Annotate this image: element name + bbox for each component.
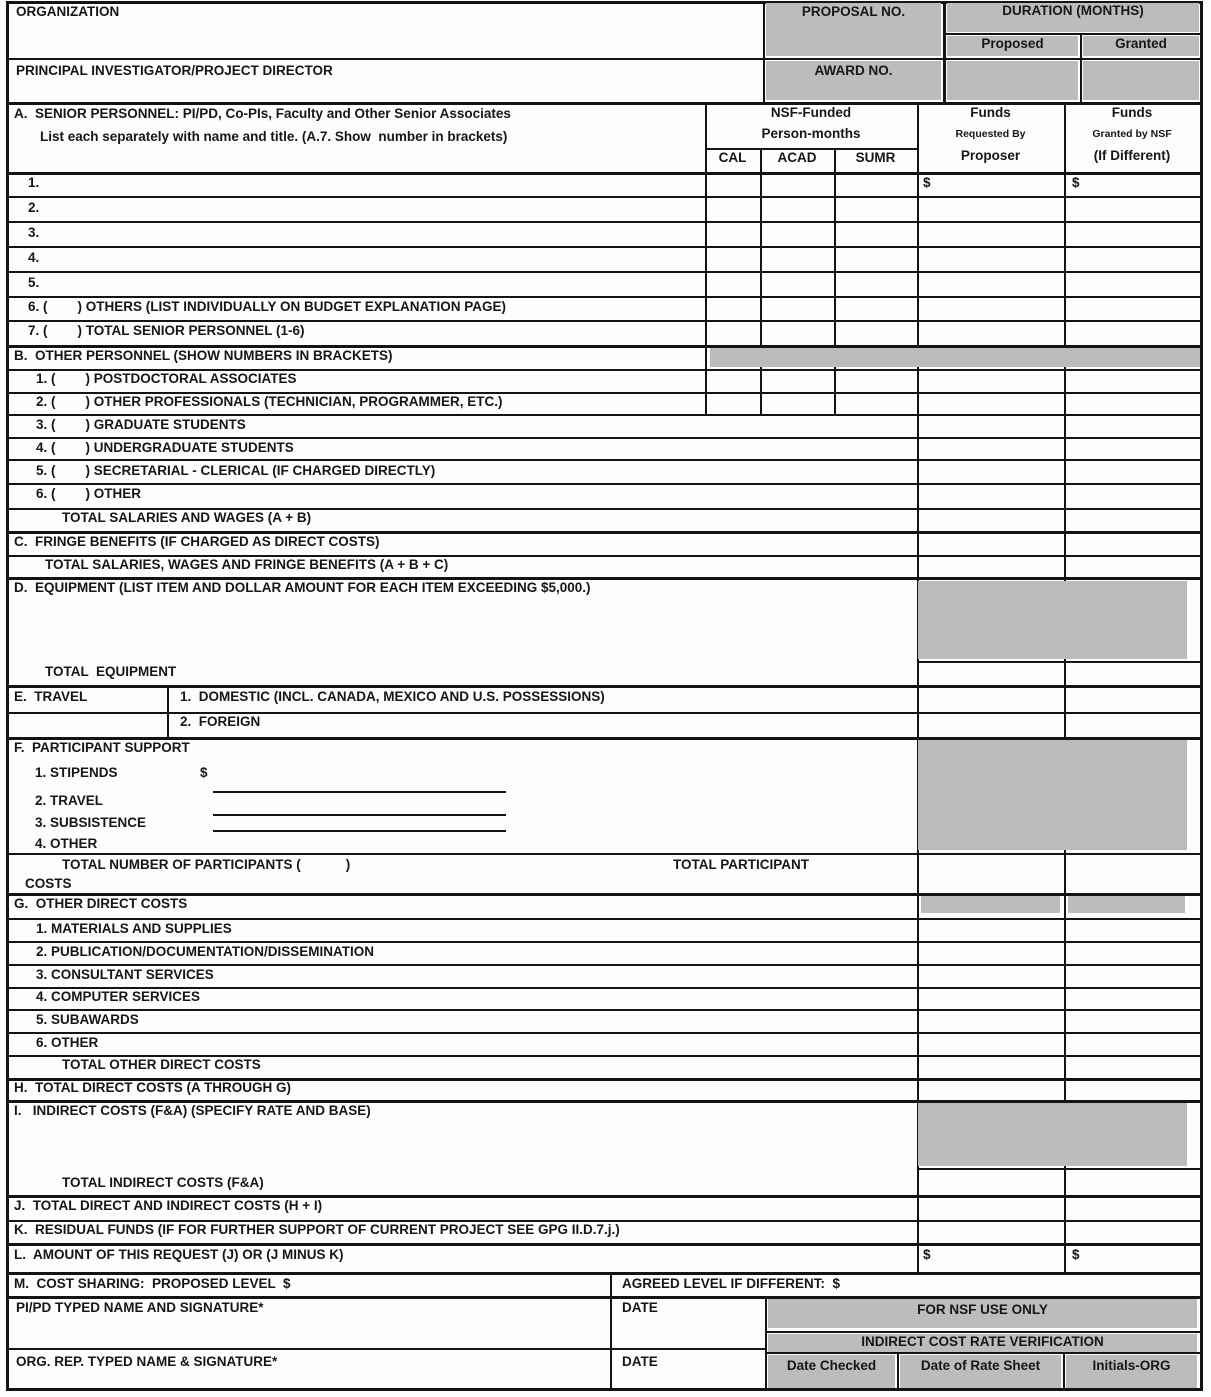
- grid-line: [760, 148, 762, 414]
- col-funds-granted-label: Funds: [1111, 105, 1153, 120]
- section-b-row-label: 1. ( ) POSTDOCTORAL ASSOCIATES: [36, 371, 297, 386]
- col-cal-label: CAL: [718, 150, 747, 165]
- section-c-title: C. FRINGE BENEFITS (IF CHARGED AS DIRECT COSTS): [14, 534, 380, 549]
- section-g-row-label: 2. PUBLICATION/DOCUMENTATION/DISSEMINATION: [36, 944, 374, 959]
- col-proposer-label: Proposer: [960, 148, 1021, 163]
- award-no-label: AWARD NO.: [814, 63, 893, 78]
- section-i-total-label: TOTAL INDIRECT COSTS (F&A): [62, 1175, 264, 1190]
- section-m-agreed-label: AGREED LEVEL IF DIFFERENT: $: [622, 1276, 841, 1291]
- col-granted-by-nsf-label: Granted by NSF: [1092, 128, 1172, 140]
- section-m-title: M. COST SHARING: PROPOSED LEVEL $: [14, 1276, 291, 1291]
- section-f-total-participant-label: TOTAL PARTICIPANT: [673, 857, 809, 872]
- grid-line: [6, 1243, 1203, 1246]
- grid-line: [6, 1388, 1203, 1391]
- dollar-sign: $: [1072, 175, 1080, 190]
- section-b-row-label: 5. ( ) SECRETARIAL - CLERICAL (IF CHARGED DIRECTLY): [36, 463, 436, 478]
- date-checked-label: Date Checked: [786, 1358, 877, 1373]
- grid-line: [1063, 1352, 1065, 1390]
- grid-line: [6, 437, 1203, 439]
- section-k-title: K. RESIDUAL FUNDS (IF FOR FURTHER SUPPORT OF CURRENT PROJECT SEE GPG II.D.7.j.): [14, 1222, 620, 1237]
- section-e-title: E. TRAVEL: [14, 689, 88, 704]
- section-f-shaded-block: [918, 740, 1187, 850]
- grid-line: [6, 196, 1203, 198]
- section-b-total-label: TOTAL SALARIES AND WAGES (A + B): [62, 510, 312, 525]
- dollar-sign: $: [200, 765, 208, 780]
- icrv-label: INDIRECT COST RATE VERIFICATION: [861, 1334, 1104, 1349]
- grid-line: [917, 661, 1203, 663]
- section-b-row-label: 3. ( ) GRADUATE STUDENTS: [36, 417, 246, 432]
- proposal-no-label: PROPOSAL NO.: [801, 4, 906, 19]
- section-f-row-label: 2. TRAVEL: [35, 793, 104, 808]
- col-person-months-label: Person-months: [761, 126, 861, 141]
- section-b-row-label: 2. ( ) OTHER PROFESSIONALS (TECHNICIAN, PROGRAMMER, ETC.): [36, 394, 503, 409]
- fill-in-line: [213, 814, 506, 816]
- col-nsf-funded-label: NSF-Funded: [770, 105, 852, 120]
- pi-signature-label: PI/PD TYPED NAME AND SIGNATURE*: [16, 1300, 264, 1315]
- section-a-row-label: 1.: [28, 175, 40, 190]
- grid-line: [6, 102, 1203, 105]
- award-granted-shaded-cell: [1083, 61, 1199, 100]
- nsf-use-only-label: FOR NSF USE ONLY: [917, 1302, 1048, 1317]
- dollar-sign: $: [923, 1247, 931, 1262]
- grid-line: [6, 853, 1203, 855]
- grid-line: [6, 1032, 1203, 1034]
- grid-line: [6, 459, 1203, 461]
- duration-label: DURATION (MONTHS): [1002, 3, 1144, 18]
- grid-line: [917, 102, 919, 1272]
- section-f-total-label: TOTAL NUMBER OF PARTICIPANTS ( ): [62, 857, 351, 872]
- grid-line: [6, 483, 1203, 485]
- section-a-row-label: 7. ( ) TOTAL SENIOR PERSONNEL (1-6): [28, 323, 305, 338]
- section-a-row-label: 6. ( ) OTHERS (LIST INDIVIDUALLY ON BUDGET EXPLANATION PAGE): [28, 299, 507, 314]
- col-if-different-label: (If Different): [1093, 148, 1171, 163]
- grid-line: [765, 1352, 1203, 1354]
- grid-line: [6, 271, 1203, 273]
- grid-line: [6, 221, 1203, 223]
- pi-date-label: DATE: [622, 1300, 658, 1315]
- section-g-row-label: 3. CONSULTANT SERVICES: [36, 967, 214, 982]
- grid-line: [6, 296, 1203, 298]
- section-h-title: H. TOTAL DIRECT COSTS (A THROUGH G): [14, 1080, 291, 1095]
- section-a-subtitle: List each separately with name and title. (A.7. Show number in brackets): [40, 129, 508, 144]
- dollar-sign: $: [923, 175, 931, 190]
- section-d-shaded-block: [918, 581, 1187, 659]
- section-g-shaded-cell-granted: [1068, 896, 1185, 913]
- section-d-total-label: TOTAL EQUIPMENT: [45, 664, 177, 679]
- section-a-row-label: 2.: [28, 200, 40, 215]
- section-g-total-label: TOTAL OTHER DIRECT COSTS: [62, 1057, 261, 1072]
- section-d-title: D. EQUIPMENT (LIST ITEM AND DOLLAR AMOUNT FOR EACH ITEM EXCEEDING $5,000.): [14, 580, 591, 595]
- section-g-title: G. OTHER DIRECT COSTS: [14, 896, 188, 911]
- grid-line: [6, 414, 1203, 416]
- grid-line: [610, 1272, 612, 1390]
- grid-line: [6, 1, 9, 1391]
- grid-line: [944, 33, 1203, 35]
- initials-org-label: Initials-ORG: [1092, 1358, 1171, 1373]
- section-g-shaded-cell-requested: [921, 896, 1060, 913]
- grid-line: [765, 1296, 767, 1390]
- grid-line: [167, 687, 169, 737]
- section-i-title: I. INDIRECT COSTS (F&A) (SPECIFY RATE AND BASE): [14, 1103, 371, 1118]
- col-acad-label: ACAD: [777, 150, 817, 165]
- org-rep-date-label: DATE: [622, 1354, 658, 1369]
- section-b-row-label: 4. ( ) UNDERGRADUATE STUDENTS: [36, 440, 294, 455]
- grid-line: [6, 1348, 767, 1350]
- section-c-total-label: TOTAL SALARIES, WAGES AND FRINGE BENEFITS (A + B + C): [45, 557, 449, 572]
- section-f-row-label: 3. SUBSISTENCE: [35, 815, 147, 830]
- section-f-row-label: 1. STIPENDS: [35, 765, 118, 780]
- section-a-row-label: 4.: [28, 250, 40, 265]
- section-b-row-label: 6. ( ) OTHER: [36, 486, 142, 501]
- grid-line: [1200, 1, 1203, 1391]
- section-g-row-label: 1. MATERIALS AND SUPPLIES: [36, 921, 232, 936]
- org-rep-signature-label: ORG. REP. TYPED NAME & SIGNATURE*: [16, 1354, 278, 1369]
- section-b-title: B. OTHER PERSONNEL (SHOW NUMBERS IN BRACKETS): [14, 348, 393, 363]
- date-of-rate-sheet-label: Date of Rate Sheet: [920, 1358, 1041, 1373]
- section-g-row-label: 5. SUBAWARDS: [36, 1012, 139, 1027]
- section-a-title: A. SENIOR PERSONNEL: PI/PD, Co-PIs, Faculty and Other Senior Associates: [14, 106, 511, 121]
- grid-line: [6, 320, 1203, 322]
- section-g-row-label: 4. COMPUTER SERVICES: [36, 989, 201, 1004]
- fill-in-line: [213, 830, 506, 832]
- grid-line: [6, 1272, 1203, 1275]
- fill-in-line: [213, 791, 506, 793]
- section-l-title: L. AMOUNT OF THIS REQUEST (J) OR (J MINUS K): [14, 1247, 344, 1262]
- section-j-title: J. TOTAL DIRECT AND INDIRECT COSTS (H + I): [14, 1198, 323, 1213]
- col-funds-requested-label: Funds: [970, 105, 1011, 120]
- grid-line: [943, 1, 946, 102]
- proposed-label: Proposed: [981, 36, 1044, 51]
- section-f-costs-label: COSTS: [25, 876, 72, 891]
- grid-line: [6, 1009, 1203, 1011]
- grid-line: [763, 1, 765, 102]
- grid-line: [917, 1168, 1203, 1170]
- grid-line: [897, 1352, 899, 1390]
- section-a-row-label: 5.: [28, 275, 40, 290]
- col-sumr-label: SUMR: [855, 150, 896, 165]
- organization-label: ORGANIZATION: [16, 4, 120, 19]
- section-a-row-label: 3.: [28, 225, 40, 240]
- col-funds-requested-by-label: Requested By: [955, 128, 1026, 140]
- grid-line: [6, 172, 1203, 175]
- grid-line: [6, 58, 1203, 60]
- section-f-title: F. PARTICIPANT SUPPORT: [14, 740, 190, 755]
- grid-line: [6, 918, 1203, 920]
- grid-line: [1080, 33, 1082, 102]
- grid-line: [834, 148, 836, 414]
- grid-line: [705, 102, 707, 414]
- grid-line: [765, 1331, 1203, 1333]
- grid-line: [6, 685, 1203, 688]
- grid-line: [6, 941, 1203, 943]
- award-proposed-shaded-cell: [947, 61, 1078, 100]
- section-b-shaded-bar: [710, 348, 1200, 367]
- section-g-row-label: 6. OTHER: [36, 1035, 99, 1050]
- section-e-row-label: 2. FOREIGN: [180, 714, 261, 729]
- principal-investigator-label: PRINCIPAL INVESTIGATOR/PROJECT DIRECTOR: [16, 63, 333, 78]
- granted-label: Granted: [1115, 36, 1167, 51]
- section-e-row-label: 1. DOMESTIC (INCL. CANADA, MEXICO AND U.S. POSSESSIONS): [180, 689, 605, 704]
- dollar-sign: $: [1072, 1247, 1080, 1262]
- section-i-shaded-block: [918, 1103, 1187, 1166]
- grid-line: [6, 964, 1203, 966]
- section-f-row-label: 4. OTHER: [35, 836, 98, 851]
- grid-line: [6, 246, 1203, 248]
- grid-line: [1064, 102, 1066, 1272]
